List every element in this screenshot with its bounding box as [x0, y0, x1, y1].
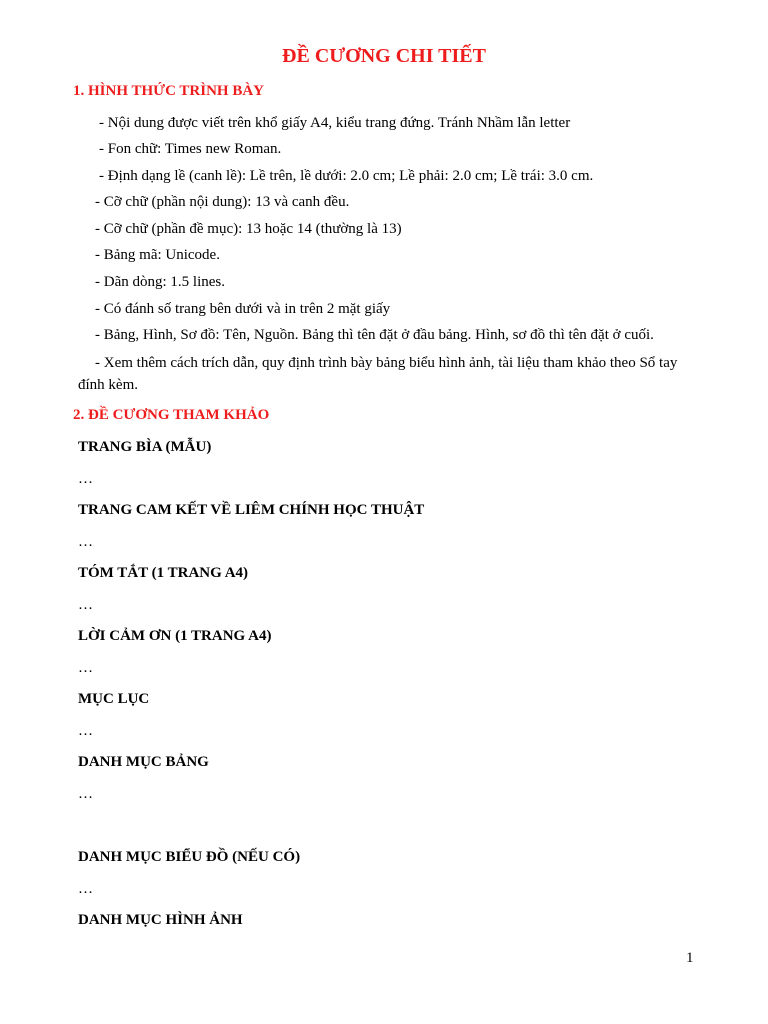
format-item: - Cỡ chữ (phần đề mục): 13 hoặc 14 (thường là 13) — [95, 221, 402, 237]
ellipsis: … — [78, 881, 93, 897]
format-item: - Có đánh số trang bên dưới và in trên 2 mặt giấy — [95, 301, 391, 317]
format-item: - Cỡ chữ (phần nội dung): 13 và canh đều. — [95, 194, 350, 210]
ellipsis: … — [78, 534, 93, 550]
document-title: ĐỀ CƯƠNG CHI TIẾT — [282, 45, 486, 67]
page-number: 1 — [686, 950, 694, 966]
outline-entry: DANH MỤC BẢNG — [78, 754, 209, 770]
format-item: - Xem thêm cách trích dẫn, quy định trình bày bảng biểu hình ảnh, tài liệu tham khảo theo Sổ tay đính kèm. — [78, 355, 678, 393]
outline-entry: DANH MỤC HÌNH ẢNH — [78, 912, 243, 928]
outline-entry: LỜI CẢM ƠN (1 TRANG A4) — [78, 628, 272, 644]
ellipsis: … — [78, 723, 93, 739]
format-item: - Định dạng lề (canh lề): Lề trên, lề dưới: 2.0 cm; Lề phải: 2.0 cm; Lề trái: 3.0 cm. — [99, 168, 594, 184]
outline-entry: DANH MỤC BIỂU ĐỒ (NẾU CÓ) — [78, 849, 301, 865]
format-item: - Dãn dòng: 1.5 lines. — [95, 274, 225, 290]
outline-entry: MỤC LỤC — [78, 691, 150, 707]
section-heading-format: 1. HÌNH THỨC TRÌNH BÀY — [73, 83, 265, 99]
format-item: - Bảng mã: Unicode. — [95, 247, 220, 263]
format-item: - Fon chữ: Times new Roman. — [99, 141, 282, 157]
ellipsis: … — [78, 660, 93, 676]
format-item: - Bảng, Hình, Sơ đồ: Tên, Nguồn. Bảng thì tên đặt ở đầu bảng. Hình, sơ đồ thì tên đặt ở cuối. — [95, 327, 654, 343]
ellipsis: … — [78, 597, 93, 613]
section-heading-outline: 2. ĐỀ CƯƠNG THAM KHẢO — [73, 407, 270, 423]
outline-entry: TÓM TẮT (1 TRANG A4) — [78, 565, 249, 581]
outline-entry: TRANG BÌA (MẪU) — [78, 439, 212, 455]
format-item: - Nội dung được viết trên khổ giấy A4, kiểu trang đứng. Tránh Nhầm lẫn letter — [99, 115, 571, 131]
outline-entry: TRANG CAM KẾT VỀ LIÊM CHÍNH HỌC THUẬT — [78, 502, 425, 518]
ellipsis: … — [78, 471, 93, 487]
ellipsis: … — [78, 786, 93, 802]
